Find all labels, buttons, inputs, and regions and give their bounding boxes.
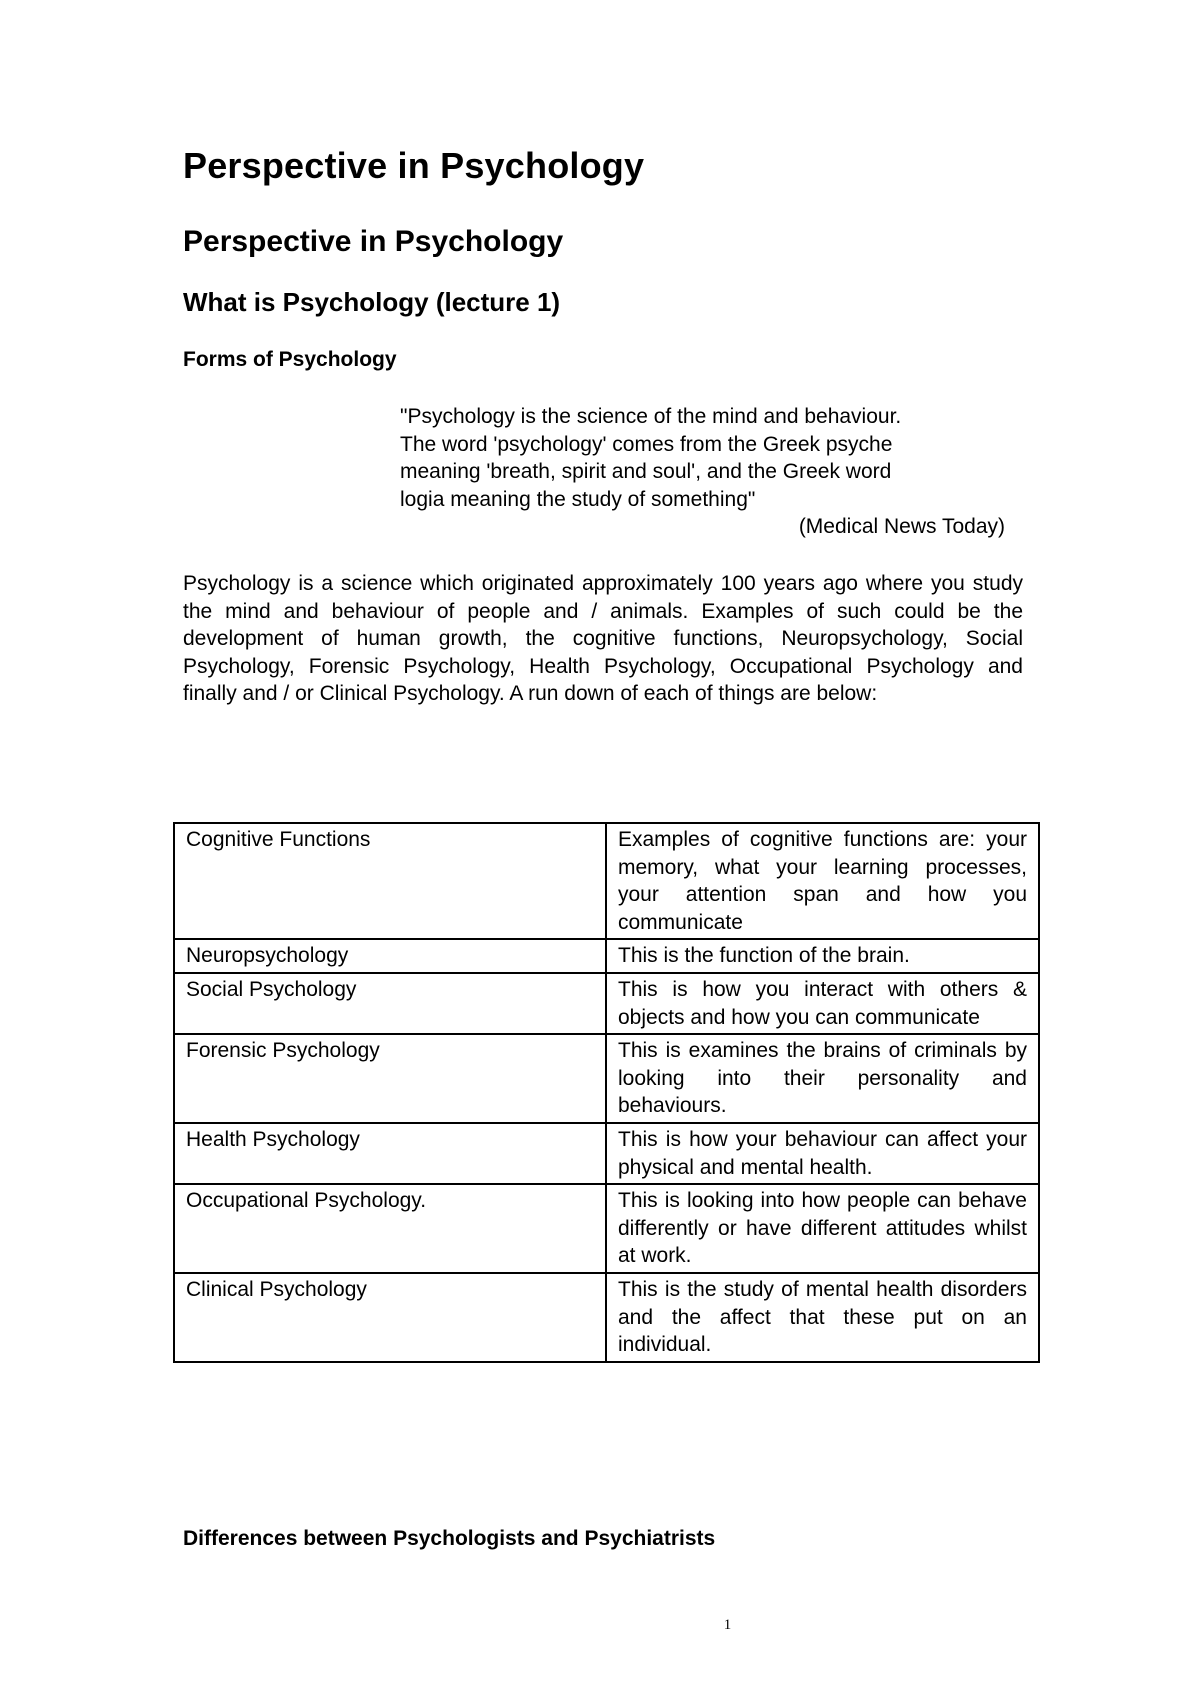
table-cell-description: Examples of cognitive functions are: your memory, what your learning processes, your attention span and how you communicate (606, 823, 1039, 939)
intro-paragraph: Psychology is a science which originated approximately 100 years ago where you study the mind and behaviour of people and / animals. Examples of such could be the development of human growth, the cognitive functions, Neuropsychology, Social Psychology, Forensic Psychology, Health Psychology, Occupational Psychology and finally and / or Clinical Psychology. A run down of each of things are below: (183, 572, 1023, 706)
document-title: Perspective in Psychology (183, 145, 645, 186)
table-row (174, 939, 1039, 973)
table-cell-term: Health Psychology (174, 1123, 606, 1184)
table-row (174, 973, 1039, 1034)
document-subtitle: Perspective in Psychology (183, 225, 564, 258)
section-heading: What is Psychology (lecture 1) (183, 287, 561, 317)
table-cell-description: This is how you interact with others & objects and how you can communicate (606, 973, 1039, 1034)
quote-line: The word 'psychology' comes from the Greek psyche (400, 432, 893, 456)
table-cell-description: This is how your behaviour can affect your physical and mental health. (606, 1123, 1039, 1184)
quote-line: logia meaning the study of something" (400, 487, 756, 511)
table-row (174, 1184, 1039, 1273)
quote-source: (Medical News Today) (798, 515, 1005, 538)
page-number: 1 (723, 1617, 732, 1633)
next-section-heading: Differences between Psychologists and Psychiatrists (183, 1527, 716, 1550)
table-cell-term: Clinical Psychology (174, 1273, 606, 1362)
table-row (174, 823, 1039, 939)
definition-quote (400, 403, 1005, 541)
table-cell-term: Occupational Psychology. (174, 1184, 606, 1273)
table-row (174, 1034, 1039, 1123)
table-cell-term: Neuropsychology (174, 939, 606, 973)
table-cell-term: Cognitive Functions (174, 823, 606, 939)
table-cell-description: This is the study of mental health disorders and the affect that these put on an individual. (606, 1273, 1039, 1362)
table-cell-description: This is looking into how people can behave differently or have different attitudes whilst at work. (606, 1184, 1039, 1273)
table-cell-description: This is examines the brains of criminals by looking into their personality and behaviours. (606, 1034, 1039, 1123)
quote-line: meaning 'breath, spirit and soul', and the Greek word (400, 460, 892, 483)
table-cell-description: This is the function of the brain. (606, 939, 1039, 973)
forms-of-psychology-table (173, 822, 1040, 1363)
table-cell-term: Social Psychology (174, 973, 606, 1034)
table-row (174, 1273, 1039, 1362)
table-cell-term: Forensic Psychology (174, 1034, 606, 1123)
subsection-heading: Forms of Psychology (183, 348, 397, 371)
quote-line: "Psychology is the science of the mind and behaviour. (400, 405, 902, 428)
table-row (174, 1123, 1039, 1184)
